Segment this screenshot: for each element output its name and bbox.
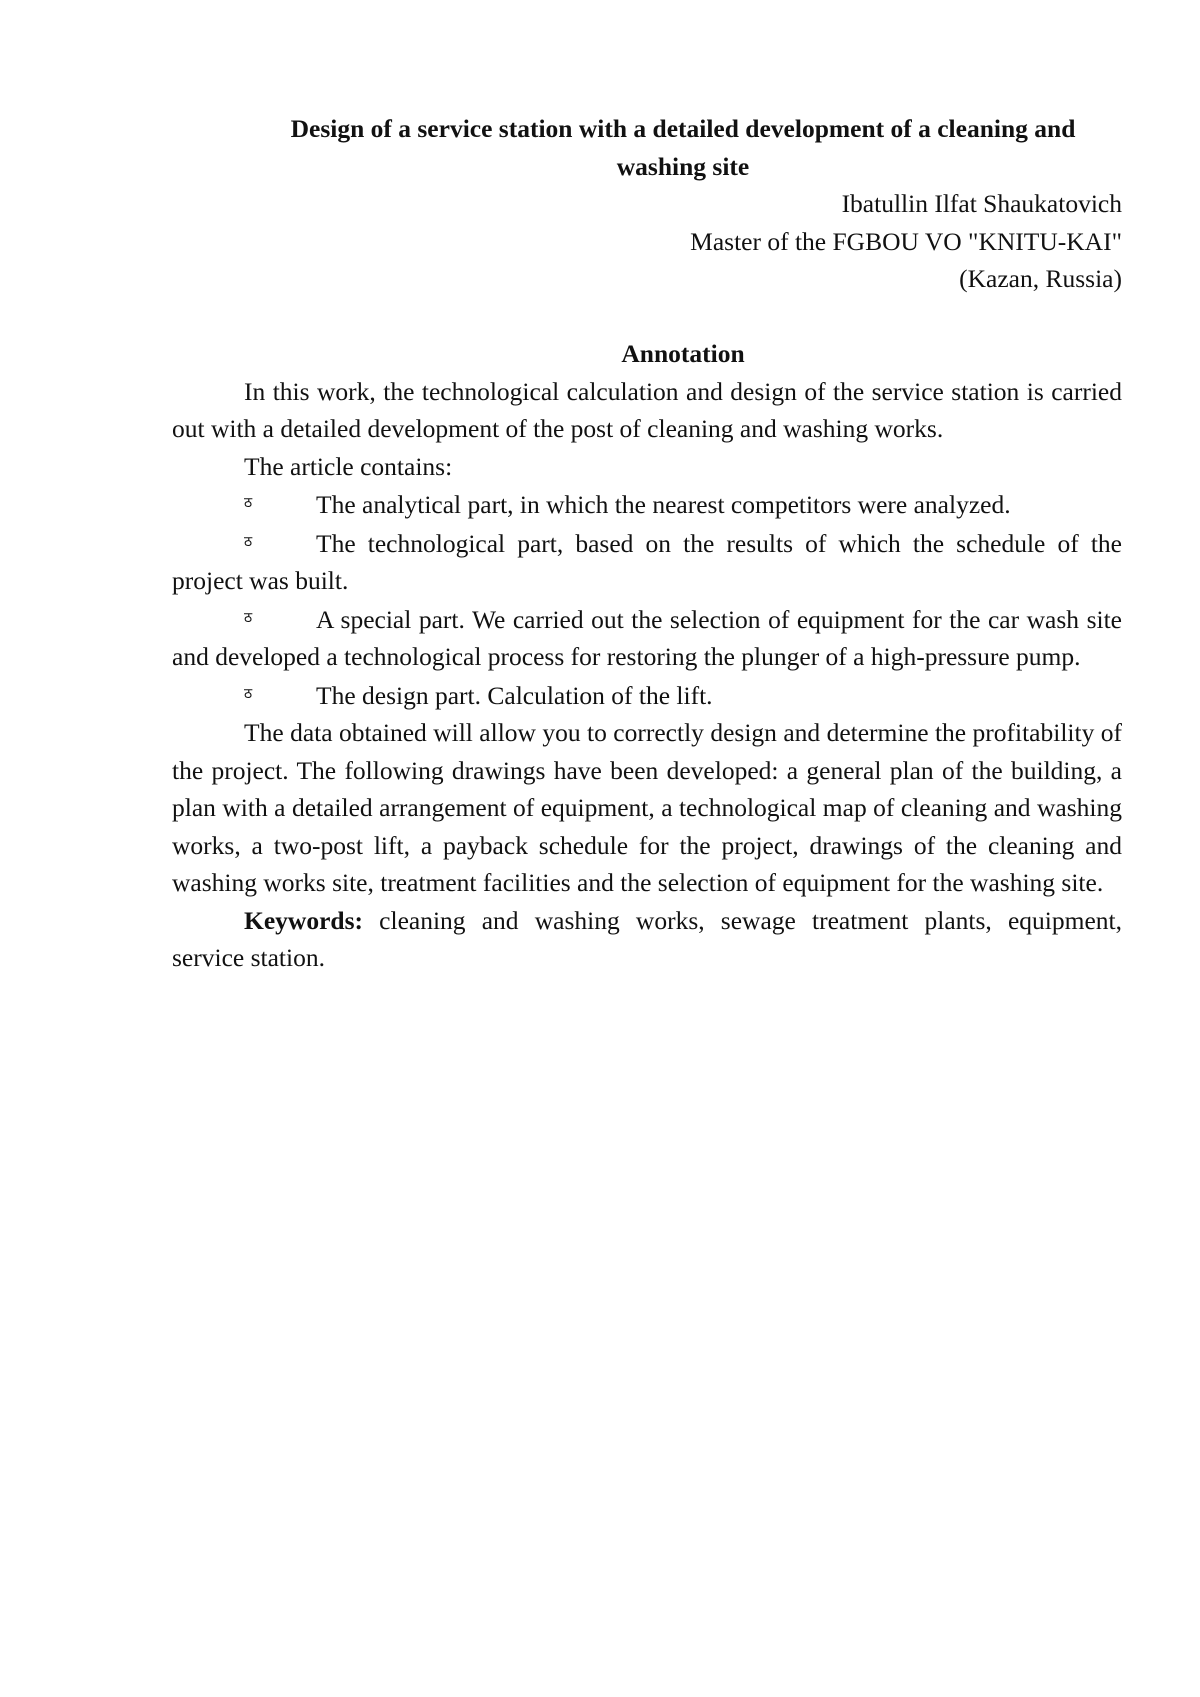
- keywords-text: cleaning and washing works, sewage treatment plants, equipment, service station.: [172, 905, 1122, 972]
- list-item: [172, 485, 1122, 524]
- bullet-text: The analytical part, in which the nearest competitors were analyzed.: [316, 490, 1011, 519]
- bullet-icon: ठ: [244, 685, 253, 702]
- list-item: [172, 676, 1122, 715]
- bullet-text: The technological part, based on the results of which the schedule of the project was built.: [172, 528, 1122, 595]
- spacer: [172, 298, 1122, 336]
- bullet-text: The design part. Calculation of the lift.: [316, 680, 713, 710]
- annotation-heading: Annotation: [621, 339, 745, 368]
- annotation-contains: The article contains:: [244, 451, 453, 481]
- bullet-icon: ठ: [244, 533, 253, 550]
- paper-title: Design of a service station with a detailed development of a cleaning and washing site: [290, 114, 1076, 181]
- keywords-label: Keywords:: [244, 905, 363, 935]
- author-block: [172, 185, 1122, 298]
- bullet-icon: ठ: [244, 609, 253, 626]
- author-name: Ibatullin Ilfat Shaukatovich: [841, 189, 1122, 218]
- author-affiliation: Master of the FGBOU VO "KNITU-KAI": [690, 226, 1122, 256]
- document-page: [172, 110, 1122, 977]
- list-item: [172, 600, 1122, 676]
- keywords-paragraph: [172, 902, 1122, 977]
- bullet-icon: ठ: [244, 495, 253, 511]
- author-location: (Kazan, Russia): [959, 264, 1122, 293]
- list-item: [172, 524, 1122, 600]
- annotation-conclusion: The data obtained will allow you to correctly design and determine the profitability of the project. The following drawings have been developed: a general plan of the building, a plan with a detailed arrangement of equipment, a technological map of cleaning and washing works, a two-post lift, a payback schedule for the project, drawings of the cleaning and washing works site, treatment facilities and the selection of equipment for the washing site.: [172, 718, 1122, 897]
- bullet-text: A special part. We carried out the selection of equipment for the car wash site and developed a technological process for restoring the plunger of a high-pressure pump.: [172, 604, 1122, 671]
- annotation-intro: In this work, the technological calculation and design of the service station is carried out with a detailed development of the post of cleaning and washing works.: [172, 376, 1122, 443]
